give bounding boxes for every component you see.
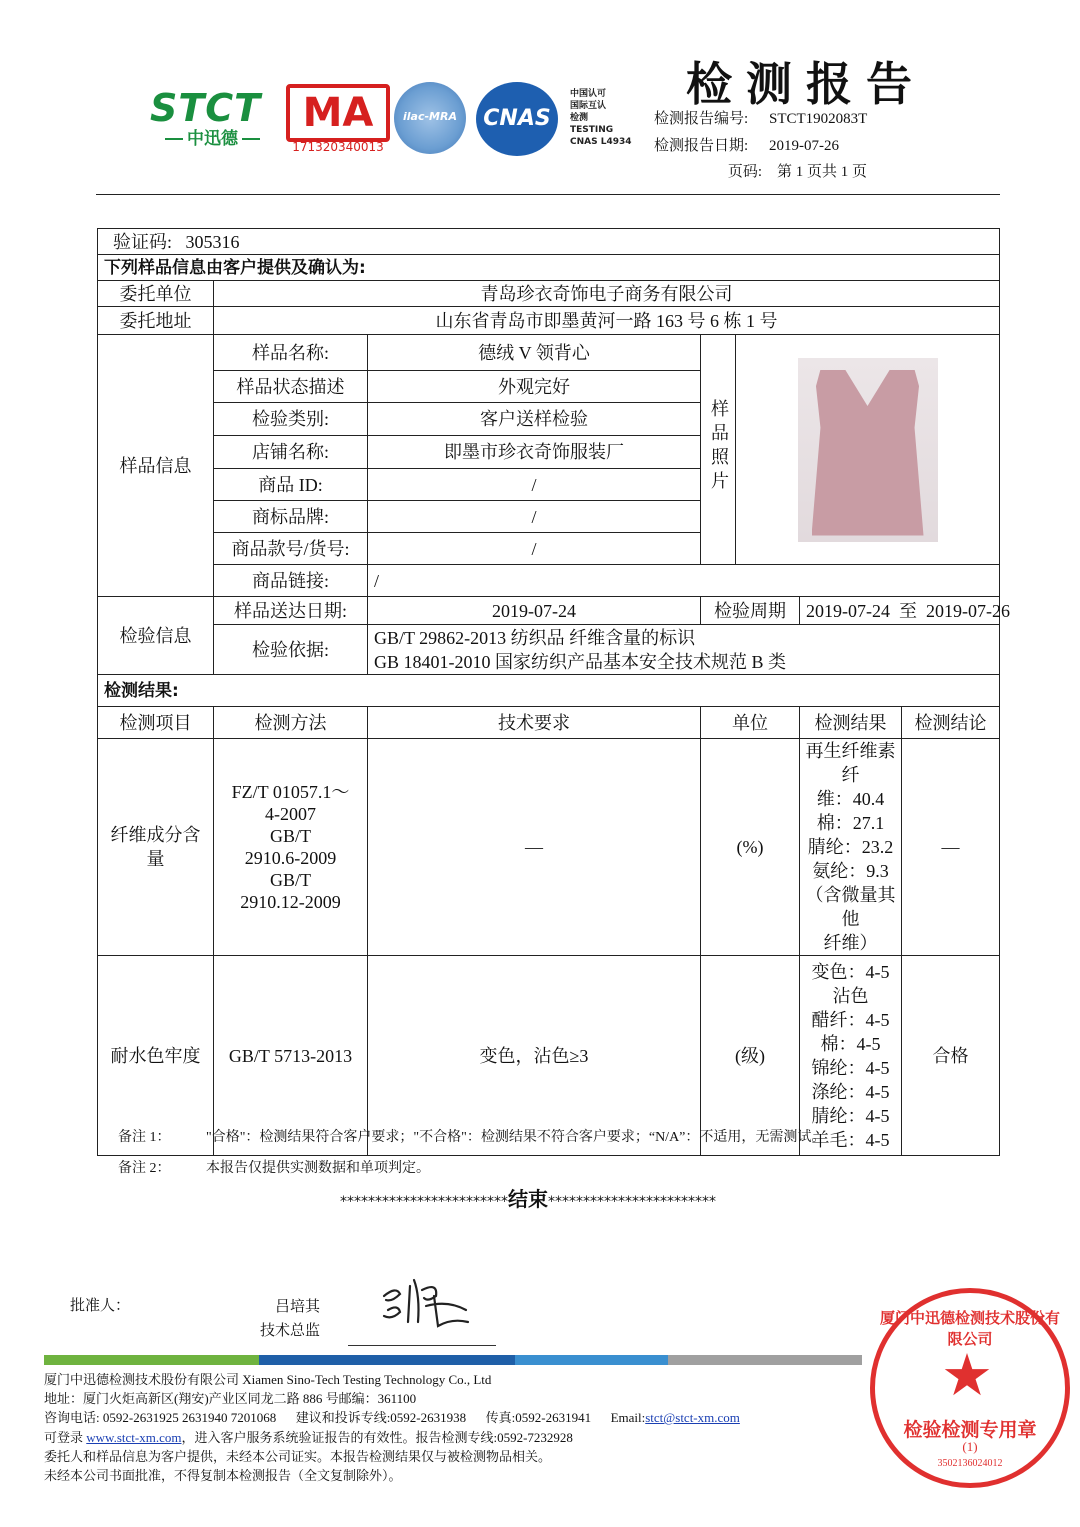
method-line: 2910.12-2009 bbox=[240, 892, 341, 912]
cnas-line: 检测 bbox=[570, 113, 589, 123]
result-requirement: — bbox=[368, 739, 701, 956]
approver-name: 吕培其 bbox=[274, 1297, 320, 1315]
results-header: 检测结论 bbox=[902, 707, 1000, 739]
sample-row-value: 即墨市珍衣奇饰服装厂 bbox=[368, 436, 701, 469]
approver-label: 批准人： bbox=[70, 1296, 131, 1314]
sample-row-value: 外观完好 bbox=[368, 371, 701, 403]
approver-info bbox=[254, 1294, 320, 1342]
footer-contact-text: 咨询电话: 0592-2631925 2631940 7201068 建议和投诉专线:0592-2631938 传真:0592-2631941 Email: bbox=[44, 1410, 646, 1425]
report-title: 检测报告 bbox=[686, 57, 926, 111]
note-2 bbox=[118, 1157, 430, 1177]
result-item: 耐水色牢度 bbox=[98, 956, 214, 1156]
sample-row-value: / bbox=[368, 501, 701, 533]
stct-logo-subtitle: 中迅德 bbox=[150, 124, 275, 149]
client-unit: 青岛珍衣奇饰电子商务有限公司 bbox=[214, 281, 1000, 307]
footer-disclaimer-1: 委托人和样品信息为客户提供，未经本公司证实。本报告检测结果仅与被检测物品相关。 bbox=[44, 1449, 552, 1464]
report-date-label: 检测报告日期: bbox=[654, 138, 749, 154]
footer-company: 厦门中迅德检测技术股份有限公司 Xiamen Sino-Tech Testing Technology Co., Ltd bbox=[44, 1372, 492, 1387]
inspection-basis-line: GB 18401-2010 国家纺织产品基本安全技术规范 B 类 bbox=[374, 651, 787, 672]
sample-row-label: 店铺名称: bbox=[214, 436, 368, 469]
report-number-label: 检测报告编号: bbox=[654, 111, 749, 127]
result-line: 醋纤：4-5 bbox=[811, 1009, 890, 1030]
results-header: 检测项目 bbox=[98, 707, 214, 739]
note-2-label: 备注 2： bbox=[118, 1161, 171, 1176]
result-line: 羊毛：4-5 bbox=[811, 1129, 890, 1150]
report-table bbox=[97, 228, 1010, 1156]
end-word: 结束 bbox=[508, 1187, 548, 1211]
footer-verify-pre: 可登录 bbox=[44, 1430, 87, 1445]
result-conclusion: 合格 bbox=[902, 956, 1000, 1156]
sample-row-value: 客户送样检验 bbox=[368, 403, 701, 436]
approver-title: 技术总监 bbox=[259, 1321, 320, 1339]
note-1-label: 备注 1： bbox=[118, 1130, 171, 1145]
sample-photo bbox=[736, 335, 1000, 565]
sample-photo-label bbox=[701, 335, 736, 565]
result-line: 氨纶：9.3 bbox=[812, 861, 889, 881]
result-line: 棉：4-5 bbox=[820, 1033, 881, 1054]
seal-use-text: 检验检测专用章 bbox=[903, 1419, 1037, 1441]
result-line: 棉：27.1 bbox=[816, 813, 885, 833]
result-line: 再生纤维素纤 bbox=[805, 741, 896, 785]
inspection-period: 2019-07-24 至 2019-07-26 bbox=[800, 597, 1000, 625]
footer-address: 地址：厦门火炬高新区(翔安)产业区同龙二路 886 号邮编：361100 bbox=[44, 1391, 417, 1406]
footer-email-link[interactable]: stct@stct-xm.com bbox=[645, 1410, 740, 1425]
verify-code: 305316 bbox=[185, 231, 240, 252]
product-link-label: 商品链接: bbox=[214, 565, 368, 597]
seal-star-icon: ★ bbox=[941, 1343, 993, 1408]
cnas-line: CNAS L4934 bbox=[570, 137, 632, 147]
verify-code-label: 验证码: bbox=[113, 231, 173, 252]
sample-section-label: 样品信息 bbox=[98, 335, 214, 597]
result-line: 腈纶：4-5 bbox=[811, 1105, 890, 1126]
footer-contact bbox=[44, 1408, 740, 1427]
sample-row-label: 商品款号/货号: bbox=[214, 533, 368, 565]
cnas-line: 中国认可 bbox=[570, 89, 607, 99]
cnas-line: 国际互认 bbox=[570, 101, 607, 111]
inspection-section-label: 检验信息 bbox=[98, 597, 214, 675]
sample-photo-label-text: 样品照片 bbox=[709, 398, 729, 495]
result-method bbox=[214, 739, 368, 956]
verify-code-cell bbox=[98, 229, 1000, 255]
seal-company-text: 厦门中迅德检测技术股份有限公司 bbox=[879, 1309, 1060, 1348]
method-line: GB/T bbox=[269, 870, 311, 890]
result-value bbox=[800, 739, 902, 956]
note-1-text: "合格"：检测结果符合客户要求；"不合格"：检测结果不符合客户要求；“N/A”：不适用，无需测试。 bbox=[206, 1130, 826, 1145]
client-unit-label: 委托单位 bbox=[98, 281, 214, 307]
result-line: 变色：4-5 bbox=[811, 961, 890, 982]
sample-row-label: 商品 ID: bbox=[214, 469, 368, 501]
sample-row-value: 德绒 V 领背心 bbox=[368, 335, 701, 371]
footer-website-link[interactable]: www.stct-xm.com bbox=[86, 1430, 182, 1445]
report-number: STCT1902083T bbox=[769, 111, 868, 127]
method-line: 2910.6-2009 bbox=[244, 848, 337, 868]
sample-row-label: 样品名称: bbox=[214, 335, 368, 371]
results-title: 检测结果: bbox=[98, 675, 1000, 707]
note-2-text: 本报告仅提供实测数据和单项判定。 bbox=[206, 1161, 430, 1176]
results-header: 单位 bbox=[701, 707, 800, 739]
stct-logo: STCT bbox=[150, 86, 262, 130]
result-line: （含微量其他 bbox=[805, 885, 896, 929]
footer-bar-blue bbox=[259, 1355, 515, 1365]
client-address-label: 委托地址 bbox=[98, 307, 214, 335]
result-line: 维：40.4 bbox=[816, 789, 885, 809]
footer-verify-post: ，进入客户服务系统验证报告的有效性。报告检测专线:0592-7232928 bbox=[181, 1430, 573, 1445]
method-line: FZ/T 01057.1～ bbox=[231, 782, 350, 802]
inspection-basis-label: 检验依据: bbox=[214, 625, 368, 675]
vest-image bbox=[812, 370, 924, 536]
footer-verify bbox=[44, 1428, 573, 1447]
result-line: 锦纶：4-5 bbox=[811, 1057, 890, 1078]
cnas-line: TESTING bbox=[570, 125, 614, 135]
arrival-date: 2019-07-24 bbox=[368, 597, 701, 625]
result-method: GB/T 5713-2013 bbox=[214, 956, 368, 1156]
result-unit: (级) bbox=[701, 956, 800, 1156]
cnas-logo-text: CNAS bbox=[483, 106, 551, 131]
end-stars: ************************ bbox=[548, 1194, 716, 1210]
result-line: 纤维） bbox=[823, 933, 878, 953]
footer-bar-lightblue bbox=[515, 1355, 668, 1365]
sample-row-value: / bbox=[368, 533, 701, 565]
results-header: 技术要求 bbox=[368, 707, 701, 739]
page-value: 第 1 页共 1 页 bbox=[777, 164, 868, 180]
report-number-row bbox=[654, 107, 867, 128]
official-seal bbox=[870, 1288, 1070, 1488]
footer-disclaimer-2: 未经本公司书面批准，不得复制本检测报告（全文复制除外）。 bbox=[44, 1468, 402, 1483]
result-requirement: 变色，沾色≥3 bbox=[368, 956, 701, 1156]
sample-row-label: 检验类别: bbox=[214, 403, 368, 436]
ilac-mra-text: ilac-MRA bbox=[403, 110, 457, 123]
sample-row-value: / bbox=[368, 469, 701, 501]
footer-bar-gray bbox=[668, 1355, 862, 1365]
report-date-row bbox=[654, 134, 839, 155]
cma-logo: MA bbox=[286, 84, 390, 142]
seal-index: (1) bbox=[962, 1439, 978, 1454]
inspection-basis bbox=[368, 625, 1000, 675]
note-1 bbox=[118, 1126, 825, 1146]
method-line: GB/T bbox=[269, 826, 311, 846]
end-stars: ************************ bbox=[340, 1194, 508, 1210]
results-header: 检测结果 bbox=[800, 707, 902, 739]
client-section-title: 下列样品信息由客户提供及确认为: bbox=[98, 255, 1000, 281]
report-end-marker bbox=[340, 1183, 716, 1212]
sample-row-label: 样品状态描述 bbox=[214, 371, 368, 403]
results-row bbox=[98, 739, 1000, 956]
arrival-date-label: 样品送达日期: bbox=[214, 597, 368, 625]
cnas-logo bbox=[476, 82, 558, 156]
page-label: 页码: bbox=[727, 164, 762, 180]
result-item: 纤维成分含量 bbox=[98, 739, 214, 956]
handwritten-signature bbox=[378, 1266, 474, 1334]
method-line: 4-2007 bbox=[265, 804, 316, 824]
client-address: 山东省青岛市即墨黄河一路 163 号 6 栋 1 号 bbox=[214, 307, 1000, 335]
report-date: 2019-07-26 bbox=[769, 138, 839, 154]
vest-photo bbox=[798, 358, 938, 542]
cma-number: 171320340013 bbox=[292, 140, 384, 154]
result-unit: (%) bbox=[701, 739, 800, 956]
ilac-mra-logo bbox=[394, 82, 466, 154]
inspection-basis-line: GB/T 29862-2013 纺织品 纤维含量的标识 bbox=[374, 627, 696, 648]
product-link-value: / bbox=[368, 565, 1000, 597]
result-line: 腈纶：23.2 bbox=[807, 837, 894, 857]
header-divider bbox=[96, 194, 1000, 195]
result-line: 涤纶：4-5 bbox=[811, 1081, 890, 1102]
results-header: 检测方法 bbox=[214, 707, 368, 739]
seal-number: 3502136024012 bbox=[937, 1458, 1003, 1469]
result-conclusion: — bbox=[902, 739, 1000, 956]
cnas-accreditation-text bbox=[570, 88, 640, 148]
sample-row-label: 商标品牌: bbox=[214, 501, 368, 533]
page-number-row bbox=[654, 160, 867, 181]
signature-line bbox=[348, 1345, 496, 1346]
inspection-period-label: 检验周期 bbox=[701, 597, 800, 625]
footer-bar-green bbox=[44, 1355, 259, 1365]
result-line: 沾色 bbox=[832, 985, 869, 1006]
